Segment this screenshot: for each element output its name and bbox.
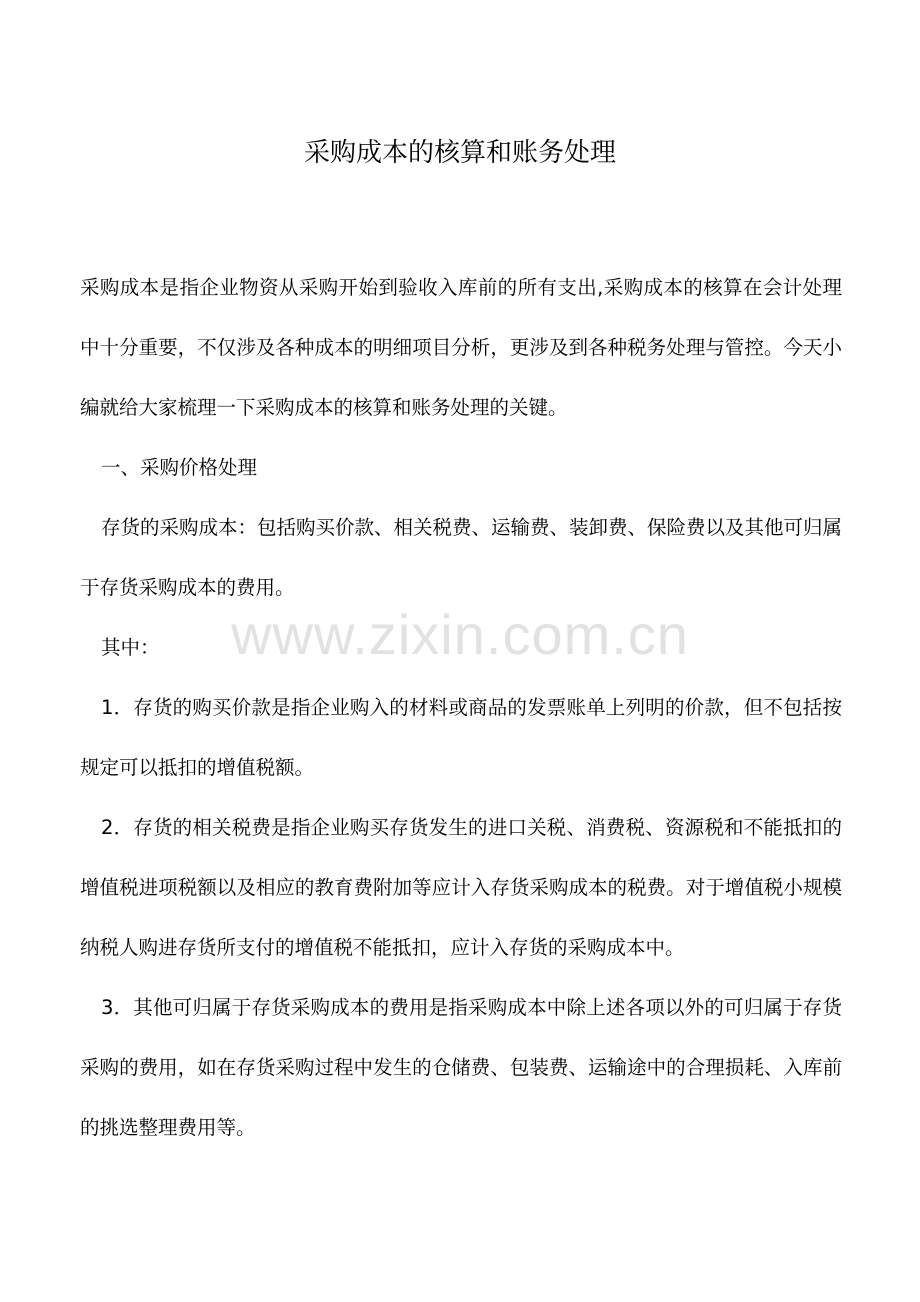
paragraph-among-them: 其中： [101, 636, 160, 659]
document-body [80, 258, 842, 1158]
paragraph-purchase-cost: 存货的采购成本：包括购买价款、相关税费、运输费、装卸费、保险费以及其他可归属于存货采购成本的费用。 [80, 516, 843, 599]
page-title: 采购成本的核算和账务处理 [303, 138, 616, 169]
list-item-3: 3．其他可归属于存货采购成本的费用是指采购成本中除上述各项以外的可归属于存货采购的费用，如在存货采购过程中发生的仓储费、包装费、运输途中的合理损耗、入库前的挑选整理费用等。 [80, 996, 842, 1139]
list-item-1: 1．存货的购买价款是指企业购入的材料或商品的发票账单上列明的价款，但不包括按规定可以抵扣的增值税额。 [80, 696, 842, 779]
list-item-2: 2．存货的相关税费是指企业购买存货发生的进口关税、消费税、资源税和不能抵扣的增值税进项税额以及相应的教育费附加等应计入存货采购成本的税费。对于增值税小规模纳税人购进存货所支付的增值税不能抵扣，应计入存货的采购成本中。 [80, 816, 842, 959]
watermark: www.zixin.com.cn [231, 603, 689, 666]
intro-paragraph: 采购成本是指企业物资从采购开始到验收入库前的所有支出,采购成本的核算在会计处理中十分重要，不仅涉及各种成本的明细项目分析，更涉及到各种税务处理与管控。今天小编就给大家梳理一下采购成本的核算和账务处理的关键。 [80, 276, 842, 419]
section-heading: 一、采购价格处理 [101, 456, 258, 479]
